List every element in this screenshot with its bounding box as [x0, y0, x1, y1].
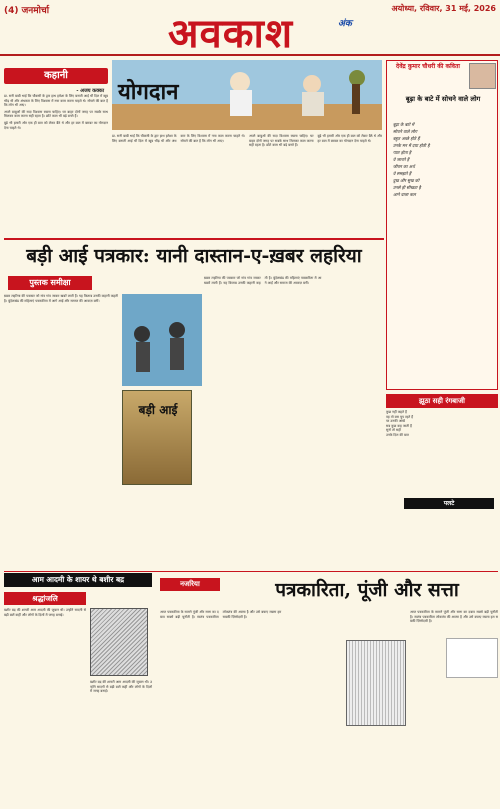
story-illustration	[112, 60, 382, 130]
feature-headline: बड़ी आई पत्रकार: यानी दास्तान-ए-ख़बर लहरिया	[4, 238, 384, 270]
kahani-section-label: कहानी	[4, 68, 108, 84]
poem-title: बूढ़ा के बाटे में सोचने वाले लोग	[405, 95, 481, 103]
poem-box	[386, 60, 498, 390]
kahani-para: बुढ़े भी हमारी ओर एक ही बात को लेकर बैठे थे और हर बात में बराबर का योगदान देना चाहते थे।	[4, 120, 108, 130]
poem-line: वह तो बस चुप रहते हैं	[386, 414, 414, 419]
date-line: अयोध्या, रविवार, 31 मई, 2026	[391, 4, 496, 13]
book-title: बड़ी आई	[138, 403, 178, 417]
article-headline: पत्रकारिता, पूंजी और सत्ता	[275, 579, 459, 601]
poem-line: उनके मन में दया होती है	[393, 143, 430, 148]
poem-line: प्यार होता है	[393, 150, 412, 155]
poem-line: बूढ़ा के बाटे में	[393, 122, 415, 127]
kahani-column	[4, 88, 108, 234]
journalists-illustration	[122, 294, 202, 386]
feature-para: ख़बर लहरिया की पत्रकार जो गांव गांव जाकर खबरें लाती हैं। यह किताब उनकी कहानी कहती है। बुंदेलखंड की महिलाएं पत्रकारिता में आगे आईं और समाज की आवाज़ बनीं।	[4, 294, 118, 303]
page-label: (4) जनमोर्चा	[4, 6, 50, 16]
shraddhanjali-tag: श्रद्धांजलि	[4, 592, 86, 605]
kahani-para: अपने बाबुओं की सदा विश्वास रखना चाहिए। घर बाहर दोनों जगह पर सबके साथ मिलकर काम करना सही रहता है। छोटे काम भी बड़े बनते हैं।	[249, 134, 314, 148]
poem-line: सोचने वाले लोग	[393, 129, 418, 134]
poem-line: कुछ नहीं कहते हैं	[386, 410, 407, 414]
right-column-head: झूठा सही रंगबाजी	[386, 394, 498, 408]
tribute-body-2	[90, 680, 152, 804]
poet-name: देवेंद्र कुमार चौधरी की कविता	[396, 63, 460, 70]
kahani-continued	[112, 134, 382, 234]
poem-lines	[393, 121, 493, 198]
kahani-para: डा. सनी बाबी भाई कि चौकसी के द्वार हाथ हमेशा के लिए बनाती आई थीं दिल में खूब भीड़ थी और अंधकार के लिए विश्वास में नया काम करना चाहते थे। सोचने की बात है कि लोग भी आए।	[112, 134, 245, 143]
supplement-label: अंक	[338, 19, 352, 29]
pen-sketch-illustration	[346, 640, 406, 726]
tribute-para: बशीर बद्र की शायरी आम आदमी की ज़ुबान थी। उन्होंने सादगी से बड़ी बातें कहीं और लोगों के दिलों में जगह बनाई।	[4, 608, 86, 617]
poem-line: सब कुछ कह जाती हैं	[386, 423, 412, 428]
kahani-body	[4, 94, 108, 130]
article-para: आज पत्रकारिता के सामने पूंजी और सत्ता का दबाव सबसे बड़ी चुनौती है। स्वतंत्र पत्रकारिता लोकतंत्र की आत्मा है और उसे बचाए रखना हम सबकी ज़िम्मेदारी है।	[160, 610, 282, 619]
right-poem	[386, 410, 498, 560]
poet-photo	[469, 63, 496, 89]
poem-line: वे जानते हैं	[393, 157, 410, 162]
book-cover-image	[122, 390, 192, 485]
section-divider	[4, 571, 498, 572]
poem-line: वे समझते हैं	[393, 171, 412, 176]
poem-line: जीवन का अर्थ	[393, 164, 415, 169]
tribute-body	[4, 608, 86, 804]
kahani-para: डा. सनी बाबी भाई कि चौकसी के द्वार हाथ हमेशा के लिए बनाती आई थीं दिल में खूब भीड़ थी और अंधकार के लिए विश्वास में नया काम करना चाहते थे। सोचने की बात है कि लोग भी आए।	[4, 94, 108, 108]
feature-col-2	[122, 294, 202, 386]
feature-col-1	[4, 294, 118, 566]
poem-line: आने वाला कल	[393, 192, 416, 197]
feature-para: ख़बर लहरिया की पत्रकार जो गांव गांव जाकर खबरें लाती हैं। यह किताब उनकी कहानी कहती है। बुंदेलखंड की महिलाएं पत्रकारिता में आगे आईं और समाज की आवाज़ बनीं।	[204, 276, 322, 285]
article-cartoon	[446, 638, 498, 678]
newspaper-title: अवकाश	[168, 10, 294, 57]
poem-line: सुनो तो सही	[386, 428, 401, 433]
kahani-para: अपने बाबुओं की सदा विश्वास रखना चाहिए। घर बाहर दोनों जगह पर सबके साथ मिलकर काम करना सही रहता है। छोटे काम भी बड़े बनते हैं।	[4, 109, 108, 119]
kahani-byline: - अजय कक्का	[76, 88, 104, 94]
bashir-badr-portrait	[90, 608, 148, 676]
najariya-tag: नजरिया	[160, 578, 220, 591]
article-para: आज पत्रकारिता के सामने पूंजी और सत्ता का दबाव सबसे बड़ी चुनौती है। स्वतंत्र पत्रकारिता लोकतंत्र की आत्मा है और उसे बचाए रखना हम सबकी ज़िम्मेदारी है।	[410, 610, 498, 624]
kahani-para: बुढ़े भी हमारी ओर एक ही बात को लेकर बैठे थे और हर बात में बराबर का योगदान देना चाहते थे।	[317, 134, 382, 143]
tribute-para: बशीर बद्र की शायरी आम आदमी की ज़ुबान थी। उन्होंने सादगी से बड़ी बातें कहीं और लोगों के दिलों में जगह बनाई।	[90, 680, 152, 694]
poem-line: दुख और सुख को	[393, 178, 420, 183]
poem-line: पर उनकी आंखें	[386, 419, 405, 424]
tribute-headline: आम आदमी के शायर थे बशीर बद्र	[4, 573, 152, 587]
feature-col-3	[204, 276, 382, 566]
book-review-tag: पुस्तक समीक्षा	[8, 276, 92, 290]
poem-line: उनसे ही सीखता है	[393, 185, 421, 190]
palte-label: पलटे	[404, 498, 494, 509]
masthead	[0, 0, 500, 56]
poem-line: बहुत अच्छे होते हैं	[393, 136, 420, 141]
article-body	[160, 610, 344, 804]
poem-line: उनके दिल की बात	[386, 432, 409, 437]
story-title: योगदान	[118, 79, 179, 105]
